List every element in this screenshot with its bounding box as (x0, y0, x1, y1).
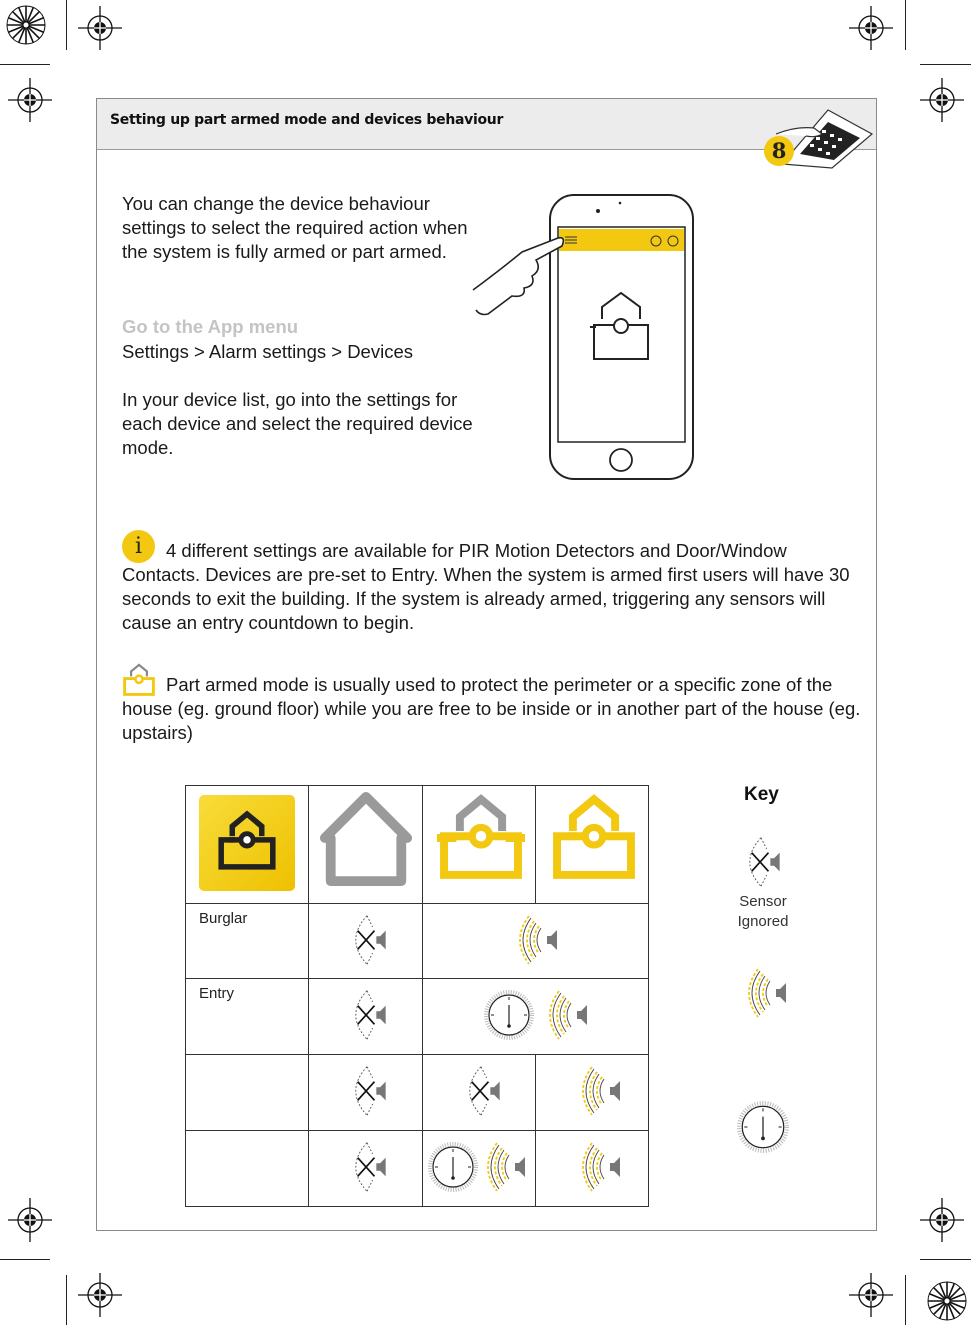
cell-row4-part (423, 1131, 536, 1207)
settings-path: Settings > Alarm settings > Devices (122, 341, 413, 362)
speaker-active-icon (570, 1059, 630, 1123)
smartphone-icon (470, 190, 700, 485)
page-title: Setting up part armed mode and devices behaviour (110, 112, 504, 128)
app-menu-heading: Go to the App menu (122, 316, 299, 337)
header-cell-part (423, 786, 536, 904)
step-badge: 8 (764, 136, 794, 166)
speaker-active-icon (507, 908, 567, 972)
house-part-armed-icon (437, 790, 525, 886)
key-timer-icon (736, 1100, 790, 1154)
house-outline-icon (317, 788, 415, 888)
keypad-icon (776, 104, 876, 170)
key-title: Key (744, 784, 779, 805)
registration-mark-icon (849, 1273, 893, 1317)
cell-row3-off (309, 1055, 423, 1131)
registration-mark-icon (8, 1198, 52, 1242)
speaker-ignored-icon (339, 1061, 395, 1121)
house-full-armed-icon (550, 788, 638, 888)
cell-row3-part (423, 1055, 536, 1131)
crop-mark (0, 64, 50, 65)
timer-icon (427, 1141, 479, 1193)
key-speaker-ignored-icon (733, 832, 789, 892)
row-label-burglar: Burglar (186, 904, 309, 979)
cell-row4-full (536, 1131, 649, 1207)
speaker-ignored-icon (339, 910, 395, 970)
intro-text: You can change the device behaviour settings to select the required action when the system is fully armed or part armed. (122, 193, 468, 262)
info-text-content: 4 different settings are available for PIR Motion Detectors and Door/Window Contacts. Devices are pre-set to Entry. When the system is armed first users will have 30 seconds to exit the building. If the system is already armed, triggering any sensors will cause an entry countdown to begin. (122, 540, 850, 633)
cell-burglar-off (309, 904, 423, 979)
info-text (122, 539, 862, 635)
cell-row4-off (309, 1131, 423, 1207)
row-label-entry: Entry (186, 979, 309, 1055)
info-icon: i (122, 530, 155, 563)
crop-mark (920, 1259, 971, 1260)
app-icon (199, 795, 295, 891)
starburst-icon (6, 5, 46, 45)
crop-mark (66, 1275, 67, 1325)
cell-entry-armed (423, 979, 649, 1055)
speaker-active-icon (475, 1135, 535, 1199)
cell-entry-off (309, 979, 423, 1055)
timer-icon (483, 989, 535, 1041)
header-cell-off (309, 786, 423, 904)
device-mode-table (185, 785, 649, 1207)
registration-mark-icon (920, 1198, 964, 1242)
part-armed-text-content: Part armed mode is usually used to protect the perimeter or a specific zone of the house (eg. ground floor) while you are free to be inside or in another part of the house (eg. upstairs) (122, 674, 861, 743)
house-icon (199, 795, 295, 891)
crop-mark (920, 64, 971, 65)
registration-mark-icon (78, 1273, 122, 1317)
crop-mark (0, 1259, 50, 1260)
starburst-icon (927, 1281, 967, 1321)
speaker-ignored-icon (339, 1137, 395, 1197)
registration-mark-icon (8, 78, 52, 122)
registration-mark-icon (920, 78, 964, 122)
cell-row3-full (536, 1055, 649, 1131)
key-sensor-ignored-label: Sensor Ignored (737, 893, 789, 930)
part-armed-text (122, 673, 862, 745)
header-cell-app (186, 786, 309, 904)
crop-mark (66, 0, 67, 50)
speaker-ignored-icon (339, 985, 395, 1045)
row-label-4 (186, 1131, 309, 1207)
key-speaker-active-icon (736, 960, 796, 1026)
crop-mark (905, 0, 906, 50)
speaker-active-icon (537, 983, 597, 1047)
registration-mark-icon (849, 6, 893, 50)
speaker-ignored-icon (453, 1061, 509, 1121)
speaker-active-icon (570, 1135, 630, 1199)
cell-burglar-armed (423, 904, 649, 979)
header-cell-full (536, 786, 649, 904)
row-label-3 (186, 1055, 309, 1131)
crop-mark (905, 1275, 906, 1325)
device-list-text: In your device list, go into the settings for each device and select the required device mode. (122, 389, 473, 458)
registration-mark-icon (78, 6, 122, 50)
